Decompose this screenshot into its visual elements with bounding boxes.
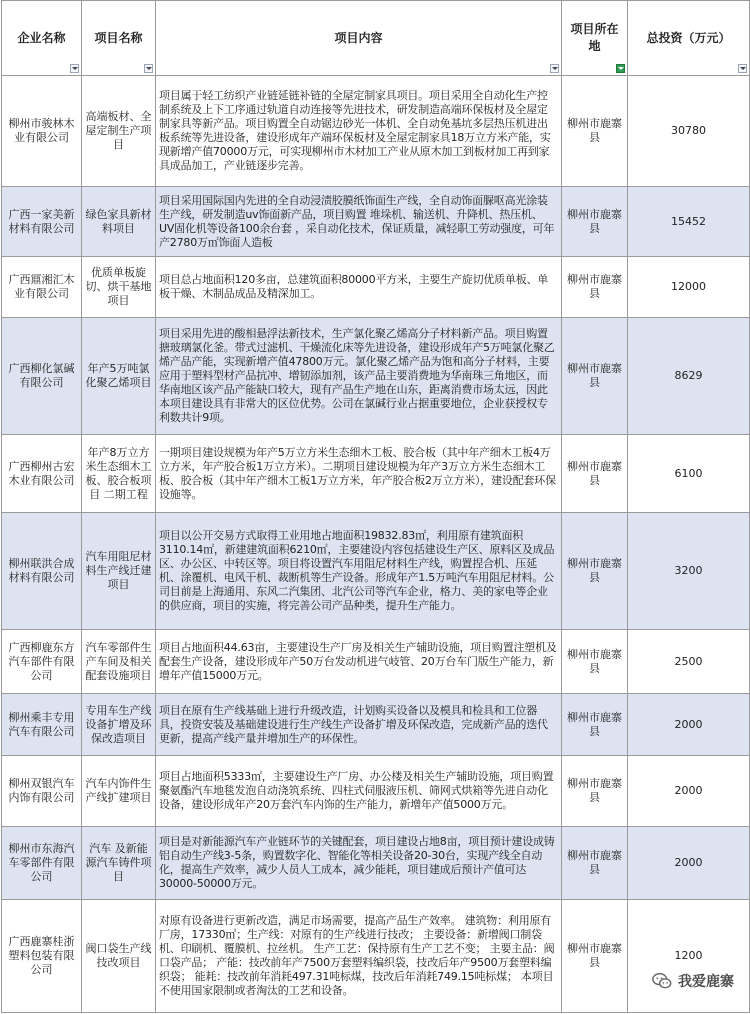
cell-location: 柳州市鹿寨县 <box>562 318 628 435</box>
cell-location: 柳州市鹿寨县 <box>562 694 628 756</box>
cell-project: 汽车内饰件生产线扩建项目 <box>82 756 156 827</box>
cell-project: 绿色家具新材料项目 <box>82 187 156 257</box>
cell-company: 广西鼏湘汇木业有限公司 <box>2 257 82 318</box>
header-content <box>156 1 562 76</box>
cell-content: 项目占地面积5333㎡，主要建设生产厂房、办公楼及相关生产辅助设施，项目购置聚氨酯汽车地毯发泡自动浇筑系统、四柱式伺服液压机、筛网式烘箱等先进自动化设备，建设形成年产20万套汽车内饰的生产能力，新增年产值5000万元。 <box>156 756 562 827</box>
cell-project: 优质单板旋切、烘干基地项目 <box>82 257 156 318</box>
investment-table <box>1 0 750 1013</box>
cell-project: 汽车 及新能源汽车铸件项目 <box>82 827 156 900</box>
header-investment-label: 总投资（万元） <box>646 30 731 45</box>
header-project-label: 项目名称 <box>94 30 143 45</box>
watermark-text: 我爱鹿寨 <box>678 974 734 990</box>
cell-company: 柳州双银汽车内饰有限公司 <box>2 756 82 827</box>
cell-investment: 1200 <box>628 900 750 1013</box>
watermark <box>651 970 734 992</box>
filter-dropdown-icon[interactable] <box>70 64 79 73</box>
cell-project: 汽车用阻尼材料生产线迁建项目 <box>82 513 156 630</box>
cell-location: 柳州市鹿寨县 <box>562 827 628 900</box>
header-location-label: 项目所在地 <box>570 22 619 53</box>
cell-location: 柳州市鹿寨县 <box>562 435 628 513</box>
table-row <box>2 630 750 694</box>
cell-investment: 2000 <box>628 827 750 900</box>
header-content-label: 项目内容 <box>334 30 383 45</box>
cell-project: 年产8万立方米生态细木工板、胶合板项目 二期工程 <box>82 435 156 513</box>
table-row <box>2 318 750 435</box>
cell-investment: 15452 <box>628 187 750 257</box>
cell-company: 广西柳鹿东方汽车部件有限公司 <box>2 630 82 694</box>
cell-content: 项目以公开交易方式取得工业用地占地面积19832.83㎡，利用原有建筑面积3110.14㎡，新建建筑面积6210㎡，主要建设内容包括建设生产区、原料区及成品区、办公区、中转区等。项目将设置汽车用阻尼材料生产线，购置捏合机、压延机、涂覆机、电风干机、裁断机等生产设备。形成年产1.5万吨汽车用阻尼材料。公司目前是上海通用、东风二汽集团、北汽公司等汽车企业，格力、美的家电等企业的供应商，项目的实施，将完善公司产品种类，提升生产能力。 <box>156 513 562 630</box>
table-row <box>2 187 750 257</box>
cell-content: 项目采用国际国内先进的全自动浸渍胶膜纸饰面生产线，全自动饰面脲呕高光涂装生产线，研发制造uv饰面新产品，项目购置 堆垛机、输送机、升降机、热压机、UV固化机等设备100余台套 ，采自动化技术，保证质量，减轻职工劳动强度，可年产2780万㎡饰面人造板 <box>156 187 562 257</box>
wechat-icon <box>651 970 673 992</box>
cell-investment: 2000 <box>628 756 750 827</box>
cell-investment: 12000 <box>628 257 750 318</box>
cell-location: 柳州市鹿寨县 <box>562 756 628 827</box>
cell-company: 广西鹿寨桂浙塑料包装有限公司 <box>2 900 82 1013</box>
cell-investment: 8629 <box>628 318 750 435</box>
cell-location: 柳州市鹿寨县 <box>562 513 628 630</box>
cell-company: 柳州市骏林木业有限公司 <box>2 76 82 187</box>
table-row <box>2 827 750 900</box>
cell-content: 项目在原有生产线基础上进行升级改造，计划购买设备以及模具和检具和工位器具，投资安装及基础建设进行生产线生产设备扩增及环保改造，完成新产品的迭代更新，提高产线产量并增加生产的环保性。 <box>156 694 562 756</box>
cell-investment: 2500 <box>628 630 750 694</box>
header-row <box>2 1 750 76</box>
cell-company: 柳州乘丰专用汽车有限公司 <box>2 694 82 756</box>
cell-investment: 3200 <box>628 513 750 630</box>
filter-dropdown-icon[interactable] <box>550 64 559 73</box>
cell-content: 对原有设备进行更新改造，满足市场需要，提高产品生产效率。 建筑物：利用原有厂房，17330㎡；生产线：对原有的生产线进行技改； 主要设备：新增阀口制袋机、印刷机、覆膜机、拉丝机。 生产工艺：保持原有生产工艺不变； 主要主品：阀口袋产品； 产能：技改前年产7500万套塑料编织袋，技改后年产9500万套塑料编织袋； 能耗：技改前年消耗497.31吨标煤，技改后年消耗749.15吨标煤； 本项目不使用国家限制或者淘汰的工艺和设备。 <box>156 900 562 1013</box>
cell-project: 专用车生产线设备扩增及环保改造项目 <box>82 694 156 756</box>
cell-content: 项目是对新能源汽车产业链环节的关键配套，项目建设占地8亩，项目预计建设成铸铝自动生产线3-5条，购置数字化、智能化等相关设备20-30台，实现产线全自动化，提高生产效率，减少人员人工成本，减少能耗，项目建成后预计产值可达30000-50000万元。 <box>156 827 562 900</box>
cell-location: 柳州市鹿寨县 <box>562 630 628 694</box>
cell-project: 高端板材、全屋定制生产项目 <box>82 76 156 187</box>
cell-company: 广西柳州古宏木业有限公司 <box>2 435 82 513</box>
filter-dropdown-icon[interactable] <box>144 64 153 73</box>
cell-location: 柳州市鹿寨县 <box>562 76 628 187</box>
cell-content: 项目占地面积44.63亩，主要建设生产厂房及相关生产辅助设施，项目购置注塑机及配套生产设备，建设形成年产50万台发动机进气岐管、20万台车门版生产能力，新增年产值15000万元。 <box>156 630 562 694</box>
header-company-label: 企业名称 <box>17 30 66 45</box>
cell-location: 柳州市鹿寨县 <box>562 900 628 1013</box>
header-project <box>82 1 156 76</box>
cell-project: 年产5万吨氯化聚乙烯项目 <box>82 318 156 435</box>
cell-project: 阀口袋生产线技改项目 <box>82 900 156 1013</box>
cell-content: 项目采用先进的酸相悬浮法新技术，生产氯化聚乙烯高分子材料新产品。项目购置搪玻璃氯化釜。带式过滤机、干燥流化床等先进设备，建设形成年产5万吨氯化聚乙烯产品产能，实现新增产值47800万元。氯化聚乙烯产品为饱和高分子材料，主要应用于塑料型材产品抗冲、增韧添加剂，该产品主要消费地为华南珠三角地区，而华南地区该产品产能缺口较大，现有产品生产地在山东，距离消费市场太远，因此本项目建设具有非常大的区位优势。公司在氯碱行业占据重要地位，企业获授权专利数共计9项。 <box>156 318 562 435</box>
header-investment <box>628 1 750 76</box>
cell-content: 项目总占地面积120多亩，总建筑面积80000平方米，主要生产旋切优质单板、单板干燥、木制品成品及精深加工。 <box>156 257 562 318</box>
cell-content: 项目属于轻工纺织产业链延链补链的全屋定制家具项目。项目采用全自动化生产控制系统及上下工序通过轨道自动连接等先进技术，研发制造高端环保板材及全屋定制家具等新产品。项目购置全自动锯边砂光一体机、全自动免基坑多层热压机进出板系统等先进设备，建设形成年产端环保板材及全屋定制家具18万立方米产能，实现新增产值70000万元，可实现柳州市木材加工产业从原木加工到板材加工再到家具成品加工，产业链逐步完善。 <box>156 76 562 187</box>
cell-investment: 6100 <box>628 435 750 513</box>
cell-project: 汽车零部件生产车间及相关配套设施项目 <box>82 630 156 694</box>
cell-investment: 2000 <box>628 694 750 756</box>
cell-company: 广西一家美新材料有限公司 <box>2 187 82 257</box>
table-row <box>2 76 750 187</box>
filter-active-icon[interactable] <box>616 64 625 73</box>
table-row <box>2 257 750 318</box>
cell-location: 柳州市鹿寨县 <box>562 187 628 257</box>
table-row <box>2 694 750 756</box>
cell-content: 一期项目建设规模为年产5万立方米生态细木工板、胶合板（其中年产细木工板4万立方米，年产胶合板1万立方米）。二期项目建设规模为年产3万立方米生态细木工板、胶合板（其中年产细木工板1万立方米，年产胶合板2万立方米），建设配套环保设施等。 <box>156 435 562 513</box>
cell-company: 柳州联洪合成材料有限公司 <box>2 513 82 630</box>
table-row <box>2 756 750 827</box>
table-row <box>2 435 750 513</box>
cell-investment: 30780 <box>628 76 750 187</box>
table-row <box>2 513 750 630</box>
header-company <box>2 1 82 76</box>
filter-dropdown-icon[interactable] <box>738 64 747 73</box>
cell-company: 广西柳化氯碱有限公司 <box>2 318 82 435</box>
cell-company: 柳州市东海汽车零部件有限公司 <box>2 827 82 900</box>
header-location <box>562 1 628 76</box>
cell-location: 柳州市鹿寨县 <box>562 257 628 318</box>
table-row <box>2 900 750 1013</box>
